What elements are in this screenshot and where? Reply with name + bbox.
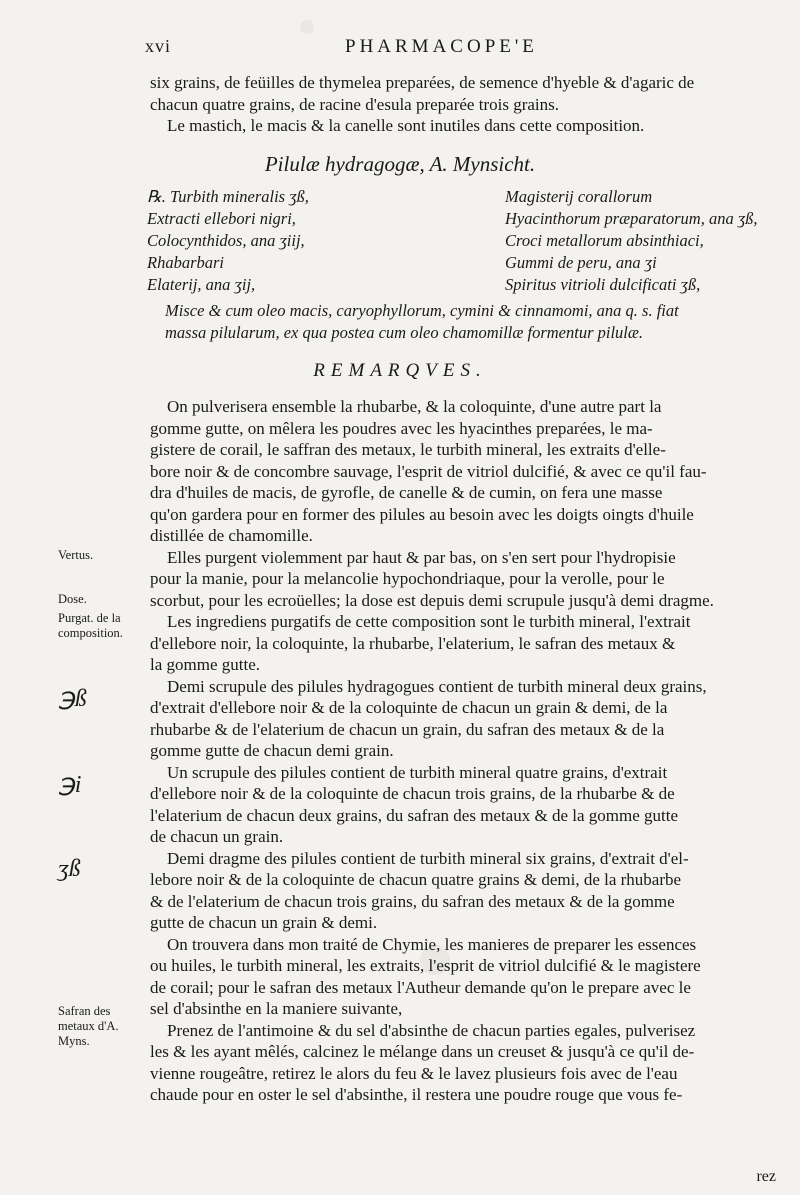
text-line: sel d'absinthe en la maniere suivante, [150, 999, 403, 1018]
text-line: six grains, de feüilles de thymelea preparées, de semence d'hyeble & d'agaric de [150, 73, 695, 92]
text-line: Prenez de l'antimoine & du sel d'absinthe de chacun parties egales, pulverisez [150, 1020, 696, 1040]
remarques-body [150, 396, 780, 1106]
text-line: chacun quatre grains, de racine d'esula preparée trois grains. [150, 94, 559, 114]
text-line: massa pilularum, ex qua postea cum oleo chamomillæ formentur pilulæ. [165, 323, 644, 342]
text-line: On pulverisera ensemble la rhubarbe, & la coloquinte, d'une autre part la [150, 397, 662, 416]
text-line: d'ellebore noir & de la coloquinte de chacun trois grains, de la rhubarbe & de [150, 784, 675, 803]
margin-note-dose: Dose. [58, 592, 87, 606]
text-line: les & les ayant mêlés, calcinez le mélange dans un creuset & jusqu'à ce qu'il de- [150, 1042, 695, 1061]
margin-note-vertus: Vertus. [58, 548, 94, 562]
text-line: gutte de chacun un grain & demi. [150, 913, 378, 932]
misce-instructions [165, 300, 780, 344]
text-line: gistere de corail, le saffran des metaux, le turbith mineral, les extraits d'elle- [150, 440, 666, 459]
recipe-line: Hyacinthorum præparatorum, ana ʒß, [505, 209, 758, 228]
text-line: de chacun un grain. [150, 827, 284, 846]
text-line: Demi scrupule des pilules hydragogues contient de turbith mineral deux grains, [150, 676, 707, 696]
recipe-line: Extracti ellebori nigri, [147, 209, 296, 228]
text-line: lebore noir & de la coloquinte de chacun quatre grains & demi, de la rhubarbe [150, 870, 682, 889]
recipe-line: Croci metallorum absinthiaci, [505, 231, 704, 250]
text-line: l'elaterium de chacun deux grains, du safran des metaux & de la gomme gutte [150, 805, 678, 825]
folio-number: xvi [145, 36, 172, 56]
text-line: & de l'elaterium de chacun trois grains, du safran des metaux & de la gomme [150, 891, 675, 911]
catchword: rez [756, 1168, 776, 1185]
text-line: gomme gutte, on mêlera les poudres avec les hyacinthes preparées, le ma- [150, 418, 653, 438]
recipe-line: Elaterij, ana ʒij, [147, 275, 256, 294]
recipe-title: Pilulæ hydragogæ, A. Mynsicht. [264, 152, 536, 176]
recipe-line: Gummi de peru, ana ʒi [505, 253, 657, 272]
recipe-left-column [147, 186, 477, 296]
text-line: de corail; pour le safran des metaux l'Autheur demande qu'on le prepare avec le [150, 977, 691, 997]
recipe-line: Colocynthidos, ana ʒiij, [147, 231, 305, 250]
text-line: On trouvera dans mon traité de Chymie, les manieres de preparer les essences [150, 934, 697, 954]
recipe-line: Magisterij corallorum [505, 187, 653, 206]
text-line: Les ingrediens purgatifs de cette composition sont le turbith mineral, l'extrait [150, 612, 691, 631]
margin-note-purgat: Purgat. de la composition. [58, 611, 123, 640]
text-line: la gomme gutte. [150, 655, 261, 674]
running-title: PHARMACOPE'E [345, 36, 538, 57]
remarques-heading: REMARQVES. [313, 360, 487, 381]
recipe-line: Rhabarbari [147, 253, 225, 272]
text-line: Un scrupule des pilules contient de turbith mineral quatre grains, d'extrait [150, 762, 668, 782]
text-line: pour la manie, pour la melancolie hypochondriaque, pour la verolle, pour le [150, 569, 665, 588]
text-line: Demi dragme des pilules contient de turbith mineral six grains, d'extrait d'el- [150, 848, 689, 868]
text-line: gomme gutte de chacun demi grain. [150, 741, 394, 760]
text-line: bore noir & de concombre sauvage, l'esprit de vitriol dulcifié, & avec ce qu'il fau- [150, 461, 707, 481]
text-line: dra d'huiles de macis, de gyrofle, de canelle & de cumin, on fera une masse [150, 483, 663, 502]
intro-paragraph [150, 72, 780, 137]
text-line: ou huiles, le turbith mineral, les extraits, l'esprit de vitriol dulcifié & le magistere [150, 956, 701, 975]
paper-stain [300, 20, 314, 34]
text-line: rhubarbe & de l'elaterium de chacun un grain, du safran des metaux & de la [150, 719, 665, 739]
page-header [145, 36, 785, 62]
text-line: d'ellebore noir, la coloquinte, la rhubarbe, l'elaterium, le safran des metaux & [150, 633, 676, 653]
text-line: Misce & cum oleo macis, caryophyllorum, cymini & cinnamomi, ana q. s. fiat [165, 301, 679, 320]
text-line: chaude pour en oster le sel d'absinthe, il restera une poudre rouge que vous fe- [150, 1085, 683, 1104]
scruple-one-symbol: ℈i [58, 772, 82, 798]
text-line: d'extrait d'ellebore noir & de la coloquinte de chacun un grain & demi, de la [150, 698, 668, 717]
text-line: scorbut, pour les ecroüelles; la dose est depuis demi scrupule jusqu'à demi dragme. [150, 590, 714, 610]
recipe-right-column [505, 186, 790, 296]
margin-note-safran: Safran des metaux d'A. Myns. [58, 1004, 119, 1048]
text-line: Elles purgent violemment par haut & par bas, on s'en sert pour l'hydropisie [150, 547, 676, 567]
text-line: distillée de chamomille. [150, 526, 313, 545]
text-line: Le mastich, le macis & la canelle sont inutiles dans cette composition. [150, 116, 645, 135]
scruple-half-symbol: ℈ß [58, 686, 87, 712]
text-line: vienne rougeâtre, retirez le alors du feu & le lavez plusieurs fois avec de l'eau [150, 1063, 678, 1083]
text-line: qu'on gardera pour en former des pilules au besoin avec les doigts oingts d'huile [150, 504, 694, 524]
recipe-line: ℞. Turbith mineralis ʒß, [147, 187, 309, 206]
recipe-line: Spiritus vitrioli dulcificati ʒß, [505, 275, 701, 294]
drachm-half-symbol: ʒß [58, 856, 81, 882]
